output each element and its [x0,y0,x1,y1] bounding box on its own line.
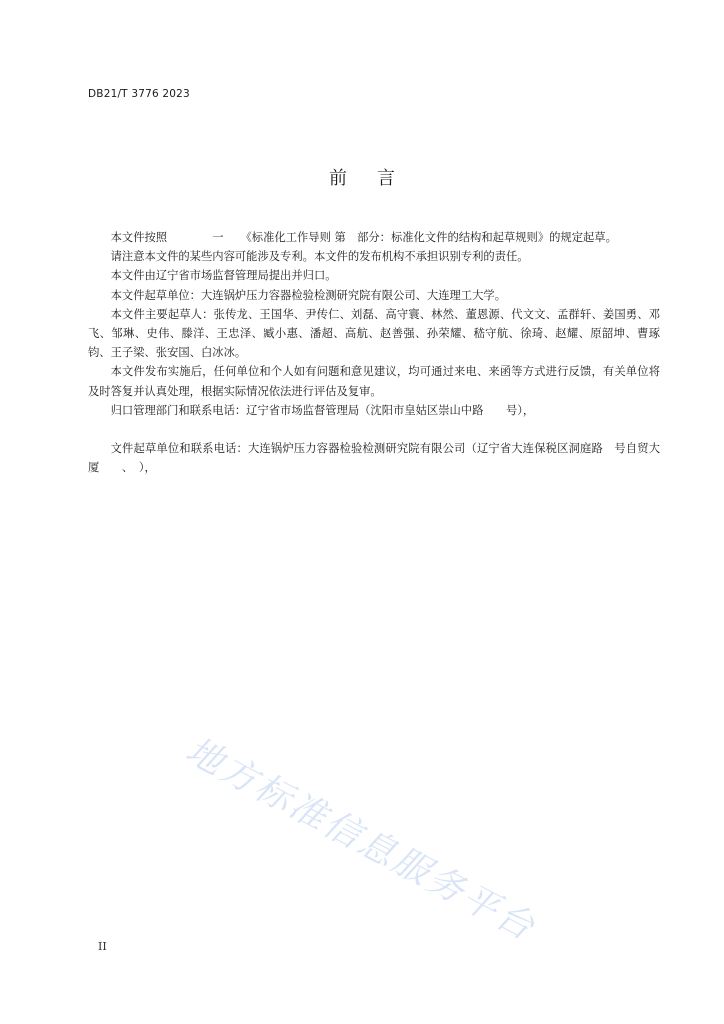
paragraph-authority-contact: 归口管理部门和联系电话：辽宁省市场监督管理局（沈阳市皇姑区崇山中路 号）， [110,403,535,417]
page-number: II [98,940,107,953]
page-title: 前言 [329,168,425,189]
paragraph-drafting-units: 本文件起草单位：大连锅炉压力容器检验检测研究院有限公司、大连理工大学。 [110,288,506,302]
paragraph-drafters: 本文件主要起草人：张传龙、王国华、尹传仁、刘磊、高守寰、林然、董恩源、代文文、孟群轩、姜国勇、邓飞、邹琳、史伟、滕洋、王忠泽、臧小惠、潘超、高航、赵善强、孙荣耀、嵇守航、徐琦、赵耀、原韶坤、曹琢钧、王子梁、张安国、白冰冰。 [88,307,660,360]
paragraph-drafting-rules: 本文件按照 一 《标准化工作导则 第 部分：标准化文件的结构和起草规则》的规定起草。 [110,231,617,244]
preface-body [88,228,660,477]
watermark: 地方标准信息服务平台 [178,730,543,950]
paragraph-drafting-contact: 文件起草单位和联系电话：大连锅炉压力容器检验检测研究院有限公司（辽宁省大连保税区洞庭路 号自贸大厦 、 ）， [88,442,660,475]
document-code: DB21/T 3776 2023 [88,88,190,100]
paragraph-feedback: 本文件发布实施后，任何单位和个人如有问题和意见建议，均可通过来电、来函等方式进行反馈，有关单位将及时答复并认真处理，根据实际情况依法进行评估及复审。 [88,365,660,398]
paragraph-spacer [88,420,660,439]
paragraph-proposer: 本文件由辽宁省市场监督管理局提出并归口。 [110,269,337,283]
paragraph-patent-notice: 请注意本文件的某些内容可能涉及专利。本文件的发布机构不承担识别专利的责任。 [110,250,529,264]
